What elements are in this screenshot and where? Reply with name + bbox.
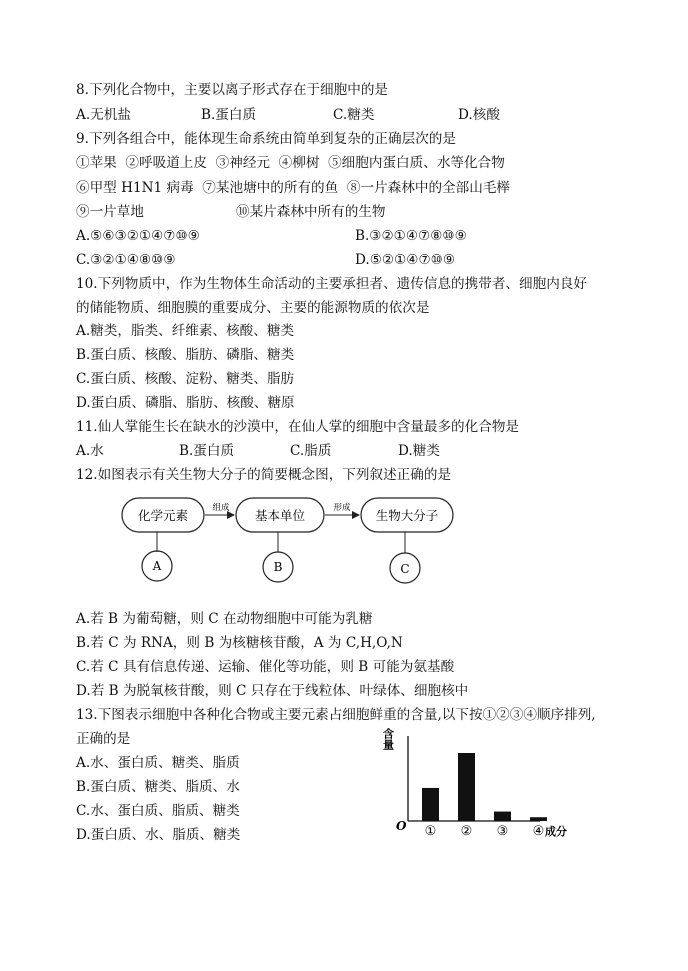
macromolecule-label: 生物大分子 xyxy=(375,508,439,523)
q11-option-d: D.糖类 xyxy=(398,443,440,459)
basic-unit-label: 基本单位 xyxy=(254,508,306,523)
q8-option-b: B.蛋白质 xyxy=(201,107,257,123)
q10-option-d: D.蛋白质、磷脂、脂肪、核酸、糖原 xyxy=(76,395,295,411)
origin-label: O xyxy=(396,819,407,833)
q9-item-9: ⑨一片草地 xyxy=(76,204,144,220)
circle-c-label: C xyxy=(400,562,410,576)
q12-option-b: B.若 C 为 RNA，则 B 为核糖核苷酸，A 为 C,H,O,N xyxy=(76,635,403,651)
bar-2 xyxy=(458,753,475,821)
q10-option-a: A.糖类，脂类、纤维素、核酸、糖类 xyxy=(76,323,295,339)
q10-option-b: B.蛋白质、核酸、脂肪、磷脂、糖类 xyxy=(76,347,295,363)
q12-option-c: C.若 C 具有信息传递、运输、催化等功能，则 B 可能为氨基酸 xyxy=(76,659,455,675)
q8-option-d: D.核酸 xyxy=(458,107,500,123)
question-11-stem: 11.仙人掌能生长在缺水的沙漠中，在仙人掌的细胞中含量最多的化合物是 xyxy=(76,419,520,435)
bar-3 xyxy=(494,812,511,821)
arrow-compose-label: 组成 xyxy=(212,503,230,513)
circle-b-label: B xyxy=(273,560,283,574)
q12-option-a: A.若 B 为葡萄糖，则 C 在动物细胞中可能为乳糖 xyxy=(76,611,373,627)
q9-option-b: B.③②①④⑦⑧⑩⑨ xyxy=(355,228,467,244)
bar-chart xyxy=(380,722,580,848)
question-12-stem: 12.如图表示有关生物大分子的简要概念图，下列叙述正确的是 xyxy=(76,467,452,483)
y-axis-label: 含量 xyxy=(381,728,395,750)
q12-option-d: D.若 B 为脱氧核苷酸，则 C 只存在于线粒体、叶绿体、细胞核中 xyxy=(76,683,469,699)
question-13-stem-line-1: 13.下图表示细胞中各种化合物或主要元素占细胞鲜重的含量,以下按①②③④顺序排列, xyxy=(76,707,596,723)
arrow-form-label: 形成 xyxy=(333,503,351,513)
q9-items-line-1: ①苹果 ②呼吸道上皮 ③神经元 ④柳树 ⑤细胞内蛋白质、水等化合物 xyxy=(76,155,505,171)
circle-a-label: A xyxy=(152,559,162,573)
q9-option-c: C.③②①④⑧⑩⑨ xyxy=(76,252,176,268)
x-axis-label: 成分 xyxy=(545,825,567,838)
question-13-stem-line-2: 正确的是 xyxy=(76,731,131,747)
q9-items-line-2: ⑥甲型 H1N1 病毒 ⑦某池塘中的所有的鱼 ⑧一片森林中的全部山毛榉 xyxy=(76,180,511,196)
x-tick-label-1: ① xyxy=(424,824,437,839)
q13-option-b: B.蛋白质、糖类、脂质、水 xyxy=(76,779,240,795)
q9-option-a: A.⑤⑥③②①④⑦⑩⑨ xyxy=(76,228,200,244)
question-10-stem-line-2: 的储能物质、细胞膜的重要成分、主要的能源物质的依次是 xyxy=(76,300,430,316)
x-tick-label-2: ② xyxy=(460,824,473,839)
q11-option-c: C.脂质 xyxy=(290,443,332,459)
question-9-stem: 9.下列各组合中，能体现生命系统由简单到复杂的正确层次的是 xyxy=(76,131,456,147)
question-8-stem: 8.下列化合物中，主要以离子形式存在于细胞中的是 xyxy=(76,82,389,98)
q8-option-a: A.无机盐 xyxy=(76,107,131,123)
q13-option-a: A.水、蛋白质、糖类、脂质 xyxy=(76,755,240,771)
q11-option-a: A.水 xyxy=(76,443,104,459)
q13-option-c: C.水、蛋白质、脂质、糖类 xyxy=(76,803,240,819)
x-tick-label-4: ④ xyxy=(532,824,545,839)
chemical-elements-label: 化学元素 xyxy=(137,508,189,523)
q8-option-c: C.糖类 xyxy=(333,107,375,123)
q13-option-d: D.蛋白质、水、脂质、糖类 xyxy=(76,827,241,843)
q11-option-b: B.蛋白质 xyxy=(179,443,235,459)
q9-item-10: ⑩某片森林中所有的生物 xyxy=(236,204,386,220)
question-10-stem-line-1: 10.下列物质中，作为生物体生命活动的主要承担者、遗传信息的携带者、细胞内良好 xyxy=(76,276,587,292)
q9-option-d: D.⑤②①④⑦⑩⑨ xyxy=(355,252,456,268)
q10-option-c: C.蛋白质、核酸、淀粉、糖类、脂肪 xyxy=(76,371,295,387)
bar-1 xyxy=(422,788,439,821)
x-tick-label-3: ③ xyxy=(496,824,509,839)
